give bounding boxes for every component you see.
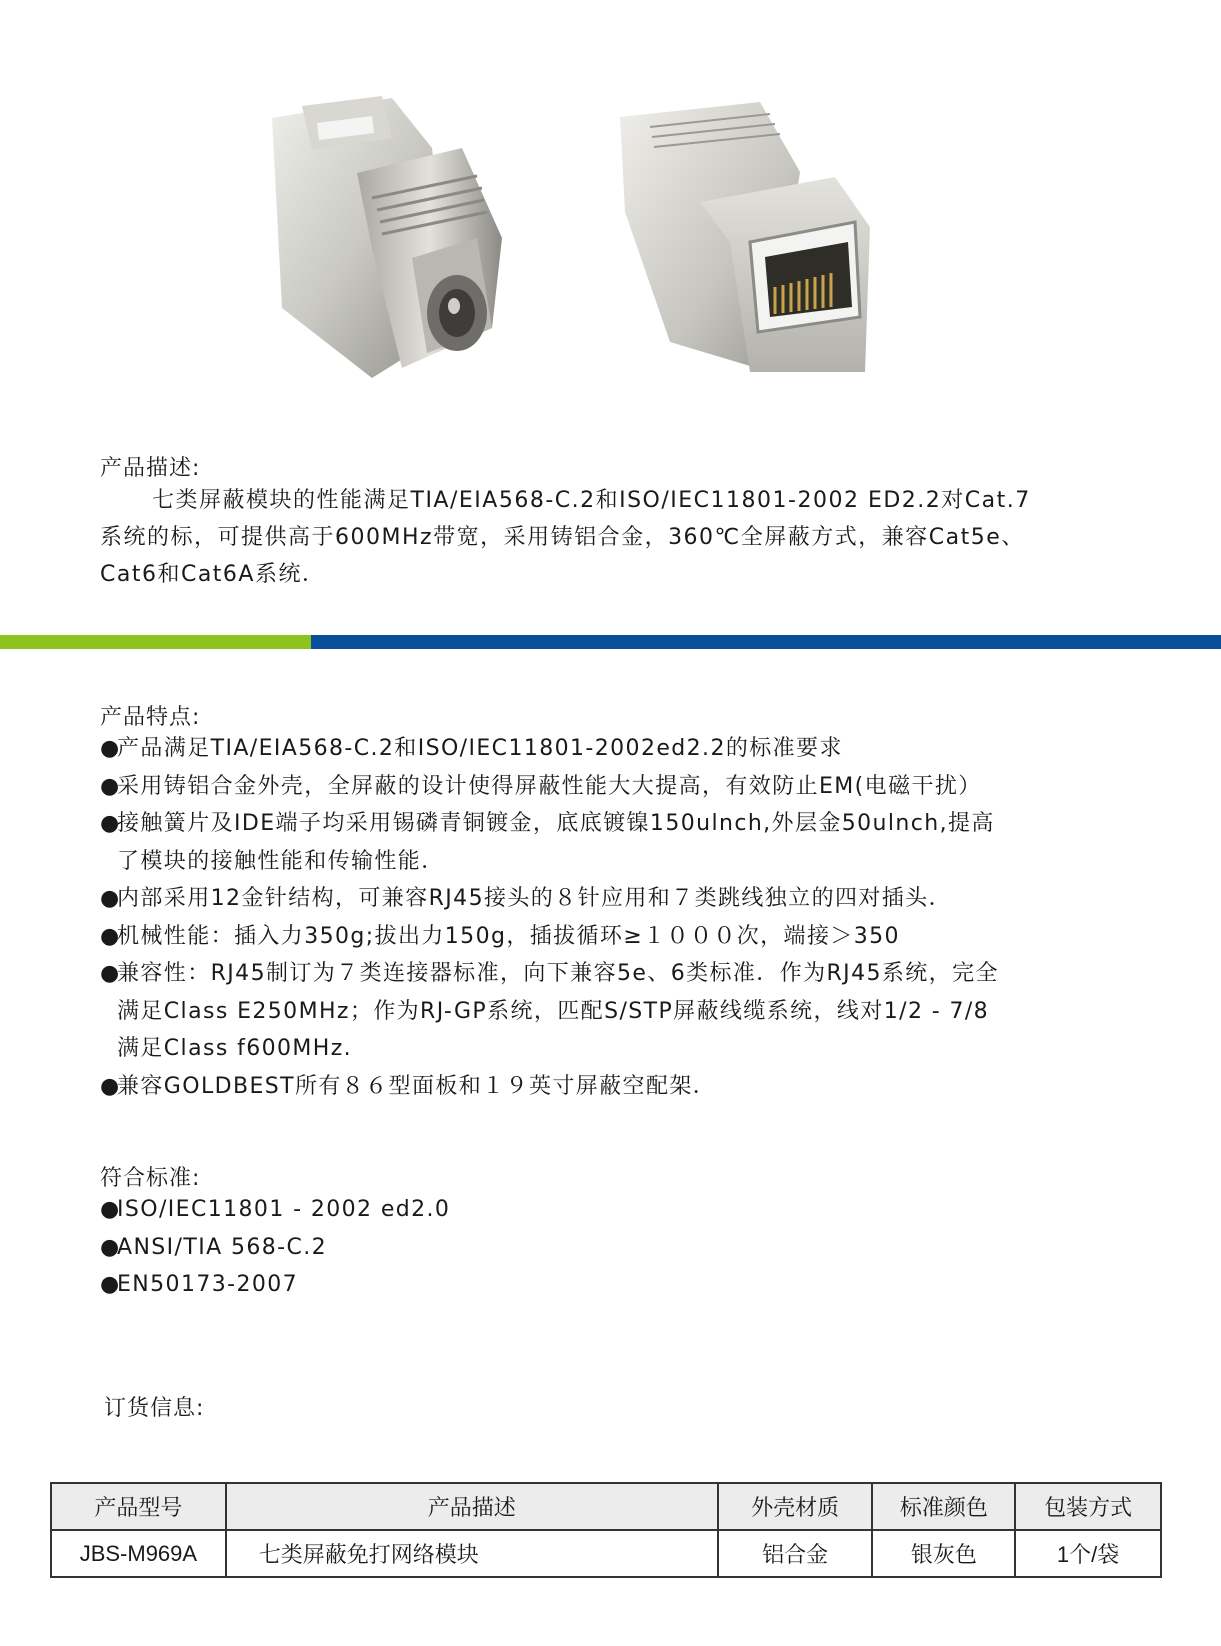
bullet-icon: ●	[100, 1272, 121, 1297]
standard-text: ISO/IEC11801 - 2002 ed2.0	[117, 1197, 451, 1222]
bullet-icon: ●	[100, 961, 121, 986]
header-color: 标准颜色	[872, 1483, 1015, 1530]
cell-packaging: 1个/袋	[1015, 1530, 1161, 1577]
feature-text: 机械性能：插入力350g;拔出力150g，插拔循环≥１０００次，端接＞350	[117, 923, 900, 949]
order-table	[50, 1482, 1162, 1578]
list-item	[100, 880, 999, 918]
bullet-icon: ●	[100, 1197, 121, 1222]
standard-text: EN50173-2007	[117, 1272, 299, 1297]
feature-text: 接触簧片及IDE端子均采用锡磷青铜镀金，底底镀镍150ulnch,外层金50ulnch,提高 了模块的接触性能和传输性能．	[117, 811, 995, 874]
standard-text: ANSI/TIA 568-C.2	[117, 1234, 328, 1260]
feature-text: 产品满足TIA/EIA568-C.2和ISO/IEC11801-2002ed2.2的标准要求	[117, 736, 843, 761]
list-item	[100, 955, 999, 1068]
list-item	[100, 1266, 450, 1304]
header-material: 外壳材质	[718, 1483, 873, 1530]
header-description: 产品描述	[226, 1483, 718, 1530]
product-photo-back	[262, 78, 542, 388]
description-line-1: 七类屏蔽模块的性能满足TIA/EIA568-C.2和ISO/IEC11801-2002 ED2.2对Cat.7	[152, 488, 1031, 513]
bullet-icon: ●	[100, 1073, 121, 1099]
list-item	[100, 768, 999, 806]
standards-list	[100, 1191, 450, 1304]
description-heading: 产品描述:	[100, 456, 201, 481]
cell-model: JBS-M969A	[51, 1530, 226, 1577]
description-line-3: Cat6和Cat6A系统．	[100, 562, 326, 587]
list-item	[100, 1068, 999, 1106]
feature-text: 兼容性：RJ45制订为７类连接器标准，向下兼容5e、6类标准．作为RJ45系统，完全 满足Class E250MHz；作为RJ-GP系统，匹配S/STP屏蔽线缆系统，线对1/2 - 7/8 满足Class f600MHz.	[117, 961, 999, 1061]
cell-description: 七类屏蔽免打网络模块	[226, 1530, 718, 1577]
product-photo-front	[620, 82, 920, 382]
features-list	[100, 730, 999, 1105]
feature-text: 内部采用12金针结构，可兼容RJ45接头的８针应用和７类跳线独立的四对插头．	[117, 886, 952, 911]
bullet-icon: ●	[100, 923, 121, 949]
list-item	[100, 805, 999, 880]
list-item	[100, 918, 999, 956]
section-divider-band	[0, 635, 1221, 649]
description-line-2: 系统的标，可提供高于600MHz带宽，采用铸铝合金，360℃全屏蔽方式，兼容Cat5e、	[100, 525, 1025, 550]
standards-heading: 符合标准:	[100, 1166, 201, 1191]
table-header-row	[51, 1483, 1161, 1530]
shielded-keystone-module-back-icon	[262, 78, 542, 388]
list-item	[100, 1229, 450, 1267]
bullet-icon: ●	[100, 811, 121, 836]
features-heading: 产品特点:	[100, 705, 201, 730]
divider-blue-segment	[311, 635, 1221, 649]
header-packaging: 包装方式	[1015, 1483, 1161, 1530]
divider-green-segment	[0, 635, 311, 649]
bullet-icon: ●	[100, 886, 121, 911]
order-heading: 订货信息:	[104, 1396, 205, 1421]
cell-color: 银灰色	[872, 1530, 1015, 1577]
cell-material: 铝合金	[718, 1530, 873, 1577]
shielded-keystone-module-front-icon	[620, 82, 920, 382]
bullet-icon: ●	[100, 736, 121, 761]
feature-text: 采用铸铝合金外壳，全屏蔽的设计使得屏蔽性能大大提高，有效防止EM(电磁干扰）	[117, 773, 982, 799]
table-row	[51, 1530, 1161, 1577]
bullet-icon: ●	[100, 1234, 121, 1260]
list-item	[100, 730, 999, 768]
list-item	[100, 1191, 450, 1229]
bullet-icon: ●	[100, 773, 121, 799]
feature-text: 兼容GOLDBEST所有８６型面板和１９英寸屏蔽空配架．	[117, 1073, 717, 1099]
header-model: 产品型号	[51, 1483, 226, 1530]
